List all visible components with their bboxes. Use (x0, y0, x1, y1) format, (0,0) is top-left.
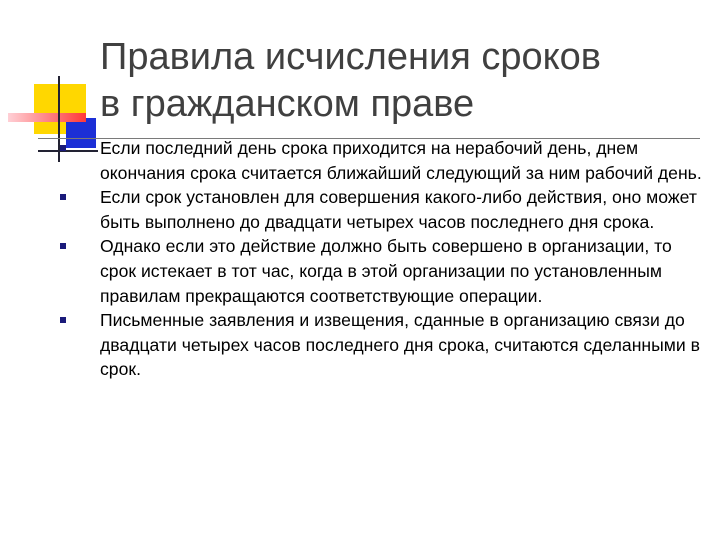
bullet-list (58, 136, 708, 382)
square-bullet-icon (60, 243, 66, 249)
square-bullet-icon (60, 194, 66, 200)
square-bullet-icon (60, 145, 66, 151)
bullet-text: Если последний день срока приходится на нерабочий день, днем окончания срока считается ближайший следующий за ним рабочий день. (100, 138, 702, 183)
bullet-text: Письменные заявления и извещения, сданные в организацию связи до двадцати четырех часов последнего дня срока, считаются сделанными в срок. (100, 310, 700, 380)
slide-title (100, 34, 700, 128)
bullet-text: Однако если это действие должно быть совершено в организации, то срок истекает в тот час, когда в этой организации по установленным правилам прекращаются соответствующие операции. (100, 236, 672, 306)
slide-title-line-2: в гражданском праве (100, 83, 475, 125)
square-bullet-icon (60, 317, 66, 323)
bullet-item (58, 185, 708, 234)
bullet-item (58, 234, 708, 308)
bullet-item (58, 136, 708, 185)
bullet-item (58, 308, 708, 382)
slide-title-line-1: Правила исчисления сроков (100, 36, 601, 78)
bullet-text: Если срок установлен для совершения какого-либо действия, оно может быть выполнено до двадцати четырех часов последнего дня срока. (100, 187, 697, 232)
